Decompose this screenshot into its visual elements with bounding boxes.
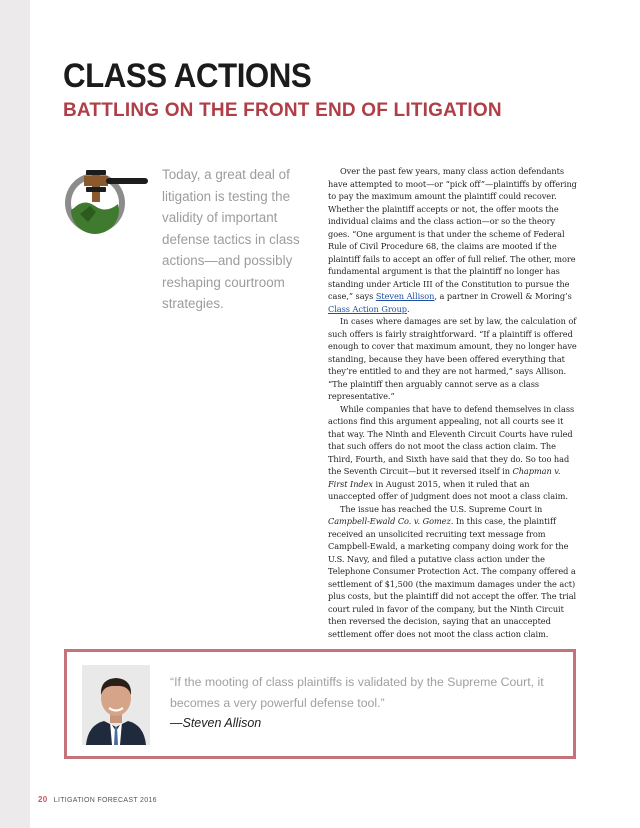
- page-number: 20: [38, 795, 48, 804]
- publication-name: LITIGATION FORECAST 2016: [53, 797, 157, 804]
- case-citation: Campbell-Ewald Co. v. Gomez: [328, 516, 451, 526]
- author-photo: [82, 665, 150, 745]
- body-paragraph: In cases where damages are set by law, the calculation of such offers is fairly straightforward. “If a plaintiff is offered enough to cover that maximum amount, they no longer have standing, because they have been offered everything that they’re entitled to and they are not harmed,” says Allison. “The plaintiff then arguably cannot serve as a class representative.”: [328, 316, 577, 401]
- body-paragraph: While companies that have to defend themselves in class actions find this argument appealing, not all courts see it that way. The Ninth and Eleventh Circuit Courts have ruled that such offers do not moot the class action claim. The Third, Fourth, and Sixth have said that they do. So too had the Seventh Circuit—but it reversed itself in Chapman v. First Index in August 2015, when it ruled that an unaccepted offer of judgment does not moot a class claim.: [328, 403, 575, 501]
- class-action-group-link[interactable]: Class Action Group: [328, 303, 407, 314]
- case-citation: Chapman v. First Index: [328, 466, 561, 489]
- pull-quote-text: “If the mooting of class plaintiffs is validated by the Supreme Court, it becomes a very powerful defense tool.”: [170, 675, 544, 710]
- pull-quote-author: —Steven Allison: [170, 716, 262, 730]
- body-paragraph: Over the past few years, many class action defendants have attempted to moot—or “pick off”—plaintiffs by offering to pay the maximum amount the plaintiff could recover. Whether the plaintiff accepts or not, the offer moots the individual claims and the class action—or so the theory goes. “One argument is that under the scheme of Federal Rule of Civil Procedure 68, the claims are mooted if the plaintiff fails to accept an offer of full relief. The other, more fundamental argument is that the plaintiff no longer has standing under Article III of the Constitution to pursue the case,” says Steven Allison, a partner in Crowell & Moring’s Class Action Group.: [328, 166, 577, 314]
- page-subtitle: BATTLING ON THE FRONT END OF LITIGATION: [63, 100, 502, 121]
- intro-text: Today, a great deal of litigation is testing the validity of important defense tactics in class actions—and possibly reshaping courtroom strategies.: [162, 167, 300, 311]
- page-title: CLASS ACTIONS: [63, 57, 312, 95]
- body-paragraph: The issue has reached the U.S. Supreme Court in Campbell-Ewald Co. v. Gomez. In this case, the plaintiff received an unsolicited recruiting text message from Campbell-Ewald, a marketing company doing work for the U.S. Navy, and filed a putative class action under the Telephone Consumer Protection Act. The company offered a settlement of $1,500 (the maximum damages under the act) plus costs, but the plaintiff did not accept the offer. The trial court ruled in favor of the company, but the Ninth Circuit then reversed the decision, saying that an unaccepted settlement offer does not moot the class action claim.: [328, 503, 577, 639]
- left-margin-strip: [0, 0, 30, 828]
- gavel-icon: [62, 158, 152, 238]
- article-body: [328, 165, 578, 640]
- steven-allison-link[interactable]: Steven Allison: [375, 291, 435, 301]
- page-footer: [38, 795, 157, 804]
